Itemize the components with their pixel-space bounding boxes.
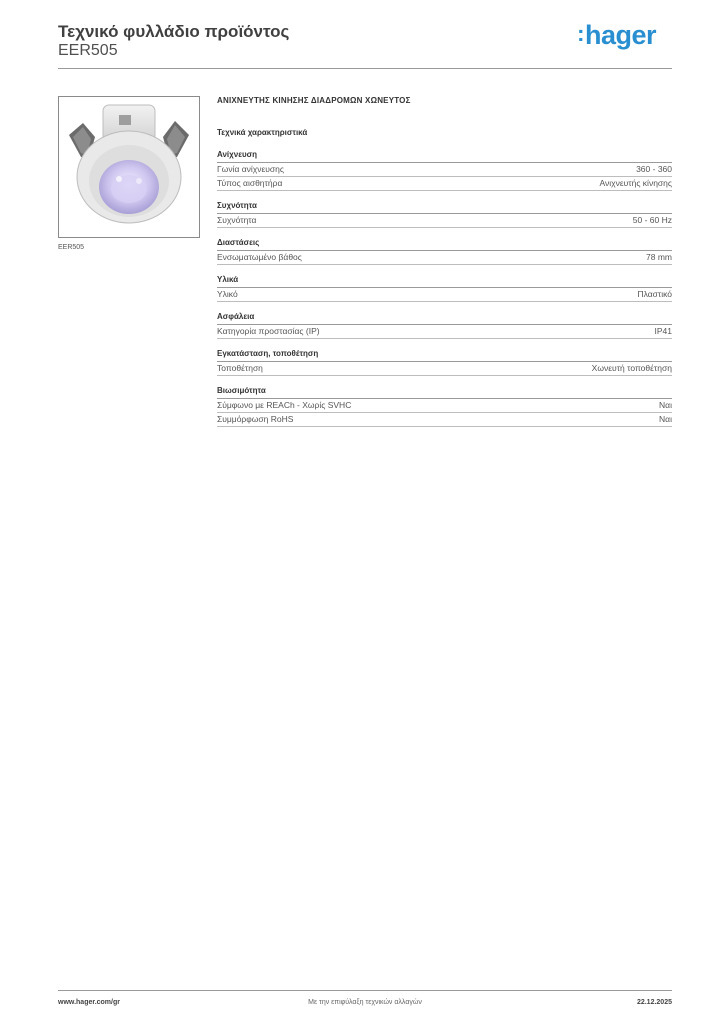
section-title: Ανίχνευση bbox=[217, 150, 672, 163]
spec-section-dimensions bbox=[217, 238, 672, 265]
hager-logo bbox=[577, 20, 656, 51]
spec-label: Ενσωματωμένο βάθος bbox=[217, 252, 302, 262]
spec-value: Πλαστικό bbox=[637, 289, 672, 299]
spec-label: Συχνότητα bbox=[217, 215, 257, 225]
footer-divider bbox=[58, 990, 672, 991]
spec-row bbox=[217, 214, 672, 228]
spec-label: Συμμόρφωση RoHS bbox=[217, 414, 294, 424]
section-title: Εγκατάσταση, τοποθέτηση bbox=[217, 349, 672, 362]
spec-section-safety bbox=[217, 312, 672, 339]
product-name: ΑΝΙΧΝΕΥΤΗΣ ΚΙΝΗΣΗΣ ΔΙΑΔΡΟΜΩΝ ΧΩΝΕΥΤΟΣ bbox=[217, 96, 411, 105]
spec-row bbox=[217, 288, 672, 302]
technical-specs-heading: Τεχνικά χαρακτηριστικά bbox=[217, 128, 308, 137]
spec-value: Χωνευτή τοποθέτηση bbox=[591, 363, 672, 373]
spec-section-materials bbox=[217, 275, 672, 302]
spec-row bbox=[217, 251, 672, 265]
spec-label: Τοποθέτηση bbox=[217, 363, 263, 373]
product-image-caption: EER505 bbox=[58, 244, 85, 251]
spec-value: 50 - 60 Hz bbox=[632, 215, 672, 225]
spec-section-detection bbox=[217, 150, 672, 191]
spec-content bbox=[217, 96, 672, 427]
spec-section-installation bbox=[217, 349, 672, 376]
spec-section-frequency bbox=[217, 201, 672, 228]
spec-section-sustainability bbox=[217, 386, 672, 427]
spec-value: Ναι bbox=[659, 400, 672, 410]
document-title: Τεχνικό φυλλάδιο προϊόντος bbox=[58, 22, 290, 41]
spec-label: Γωνία ανίχνευσης bbox=[217, 164, 285, 174]
spec-label: Κατηγορία προστασίας (IP) bbox=[217, 326, 320, 336]
disclaimer-text: Με την επιφύλαξη τεχνικών αλλαγών bbox=[308, 999, 422, 1006]
spec-value: 78 mm bbox=[646, 252, 672, 262]
header-divider bbox=[58, 68, 672, 69]
spec-label: Υλικό bbox=[217, 289, 238, 299]
section-title: Ασφάλεια bbox=[217, 312, 672, 325]
spec-label: Τύπος αισθητήρα bbox=[217, 178, 283, 188]
spec-row bbox=[217, 362, 672, 376]
spec-row bbox=[217, 399, 672, 413]
spec-row bbox=[217, 325, 672, 339]
document-date: 22.12.2025 bbox=[636, 999, 672, 1006]
logo-colon-mark: : bbox=[577, 21, 584, 46]
product-code: EER505 bbox=[58, 42, 118, 59]
product-image bbox=[58, 96, 200, 238]
spec-value: Ναι bbox=[659, 414, 672, 424]
spec-row bbox=[217, 177, 672, 191]
spec-row bbox=[217, 413, 672, 427]
document-header bbox=[58, 20, 672, 70]
section-title: Βιωσιμότητα bbox=[217, 386, 672, 399]
spec-row bbox=[217, 163, 672, 177]
logo-wordmark: hager bbox=[584, 20, 656, 50]
section-title: Υλικά bbox=[217, 275, 672, 288]
website-link[interactable]: www.hager.com/gr bbox=[58, 999, 120, 1006]
spec-value: 360 - 360 bbox=[636, 164, 672, 174]
spec-value: Ανιχνευτής κίνησης bbox=[599, 178, 672, 188]
spec-value: IP41 bbox=[654, 326, 672, 336]
section-title: Συχνότητα bbox=[217, 201, 672, 214]
spec-label: Σύμφωνο με REACh - Χωρίς SVHC bbox=[217, 400, 352, 410]
motion-detector-illustration bbox=[59, 97, 199, 237]
section-title: Διαστάσεις bbox=[217, 238, 672, 251]
